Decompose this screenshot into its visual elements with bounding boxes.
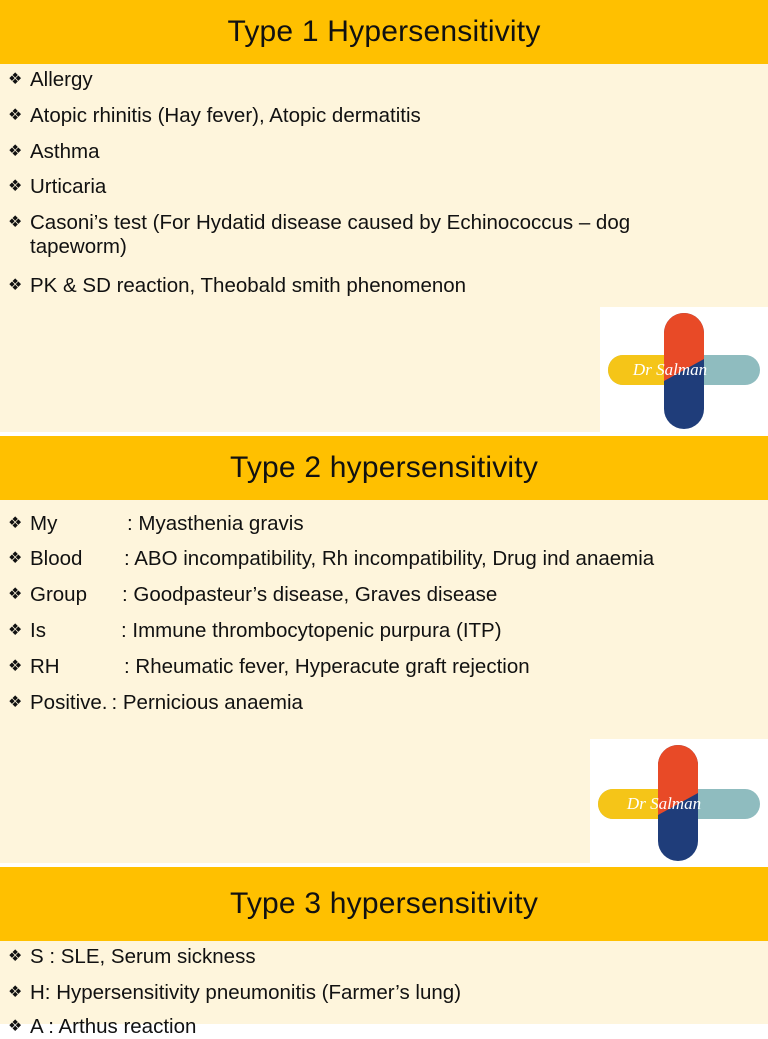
mnemonic-key: Blood [30, 547, 83, 570]
bullet-text: S : SLE, Serum sickness [30, 945, 256, 968]
slide-type2 [0, 436, 768, 863]
bullet-item [8, 655, 530, 679]
diamond-bullet-icon: ❖ [8, 107, 23, 124]
dr-salman-logo [590, 739, 768, 863]
mnemonic-key: Positive. [30, 691, 108, 714]
mnemonic-key: Group [30, 583, 87, 606]
diamond-bullet-icon: ❖ [8, 143, 23, 160]
bullet-item [8, 945, 256, 969]
diamond-bullet-icon: ❖ [8, 277, 23, 294]
mnemonic-key: Is [30, 619, 46, 642]
slide-title: Type 3 hypersensitivity [229, 887, 539, 920]
medical-cross-logo-icon [590, 739, 768, 863]
slide-header [0, 0, 768, 64]
dr-salman-logo [600, 307, 768, 432]
slide-title: Type 2 hypersensitivity [229, 451, 539, 484]
bullet-text: Urticaria [30, 175, 107, 198]
medical-cross-logo-icon [600, 307, 768, 432]
bullet-text: H: Hypersensitivity pneumonitis (Farmer’s lung) [30, 981, 462, 1004]
bullet-item [8, 68, 93, 92]
slide-header [0, 867, 768, 941]
bullet-item [8, 619, 502, 643]
bullet-item [8, 512, 304, 536]
bullet-item [8, 140, 100, 164]
slide-type3 [0, 867, 768, 1038]
diamond-bullet-icon: ❖ [8, 71, 23, 88]
diamond-bullet-icon: ❖ [8, 178, 23, 195]
bullet-text: PK & SD reaction, Theobald smith phenomenon [30, 274, 467, 297]
bullet-item [8, 104, 421, 128]
diamond-bullet-icon: ❖ [8, 948, 23, 965]
bullet-item [8, 691, 303, 715]
bullet-text: Atopic rhinitis (Hay fever), Atopic dermatitis [30, 104, 421, 127]
bullet-item [8, 1015, 196, 1039]
mnemonic-value: : ABO incompatibility, Rh incompatibility, Drug ind anaemia [124, 547, 655, 570]
slide-type1 [0, 0, 768, 432]
bullet-item [8, 583, 497, 607]
mnemonic-value: : Myasthenia gravis [127, 512, 304, 535]
diamond-bullet-icon: ❖ [8, 586, 23, 603]
diamond-bullet-icon: ❖ [8, 694, 23, 711]
diamond-bullet-icon: ❖ [8, 550, 23, 567]
logo-text: Dr Salman [632, 360, 708, 379]
bullet-item [8, 274, 466, 298]
bullet-item [8, 981, 461, 1005]
bullet-text: Casoni’s test (For Hydatid disease caused by Echinococcus – dog tapeworm) [30, 211, 631, 258]
mnemonic-value: : Pernicious anaemia [111, 691, 303, 714]
diamond-bullet-icon: ❖ [8, 515, 23, 532]
mnemonic-value: : Rheumatic fever, Hyperacute graft rejection [124, 655, 530, 678]
bullet-item [8, 175, 106, 199]
bullet-item [8, 547, 654, 571]
diamond-bullet-icon: ❖ [8, 214, 23, 231]
diamond-bullet-icon: ❖ [8, 984, 23, 1001]
mnemonic-value: : Immune thrombocytopenic purpura (ITP) [121, 619, 502, 642]
slide-header [0, 436, 768, 500]
bullet-text: Allergy [30, 68, 93, 91]
logo-text: Dr Salman [626, 794, 702, 813]
mnemonic-value: : Goodpasteur’s disease, Graves disease [122, 583, 498, 606]
diamond-bullet-icon: ❖ [8, 1018, 23, 1035]
mnemonic-key: My [30, 512, 58, 535]
mnemonic-key: RH [30, 655, 60, 678]
bullet-text: A : Arthus reaction [30, 1015, 197, 1038]
diamond-bullet-icon: ❖ [8, 658, 23, 675]
bullet-item [8, 211, 730, 259]
slide-title: Type 1 Hypersensitivity [227, 15, 541, 48]
diamond-bullet-icon: ❖ [8, 622, 23, 639]
bullet-text: Asthma [30, 140, 100, 163]
